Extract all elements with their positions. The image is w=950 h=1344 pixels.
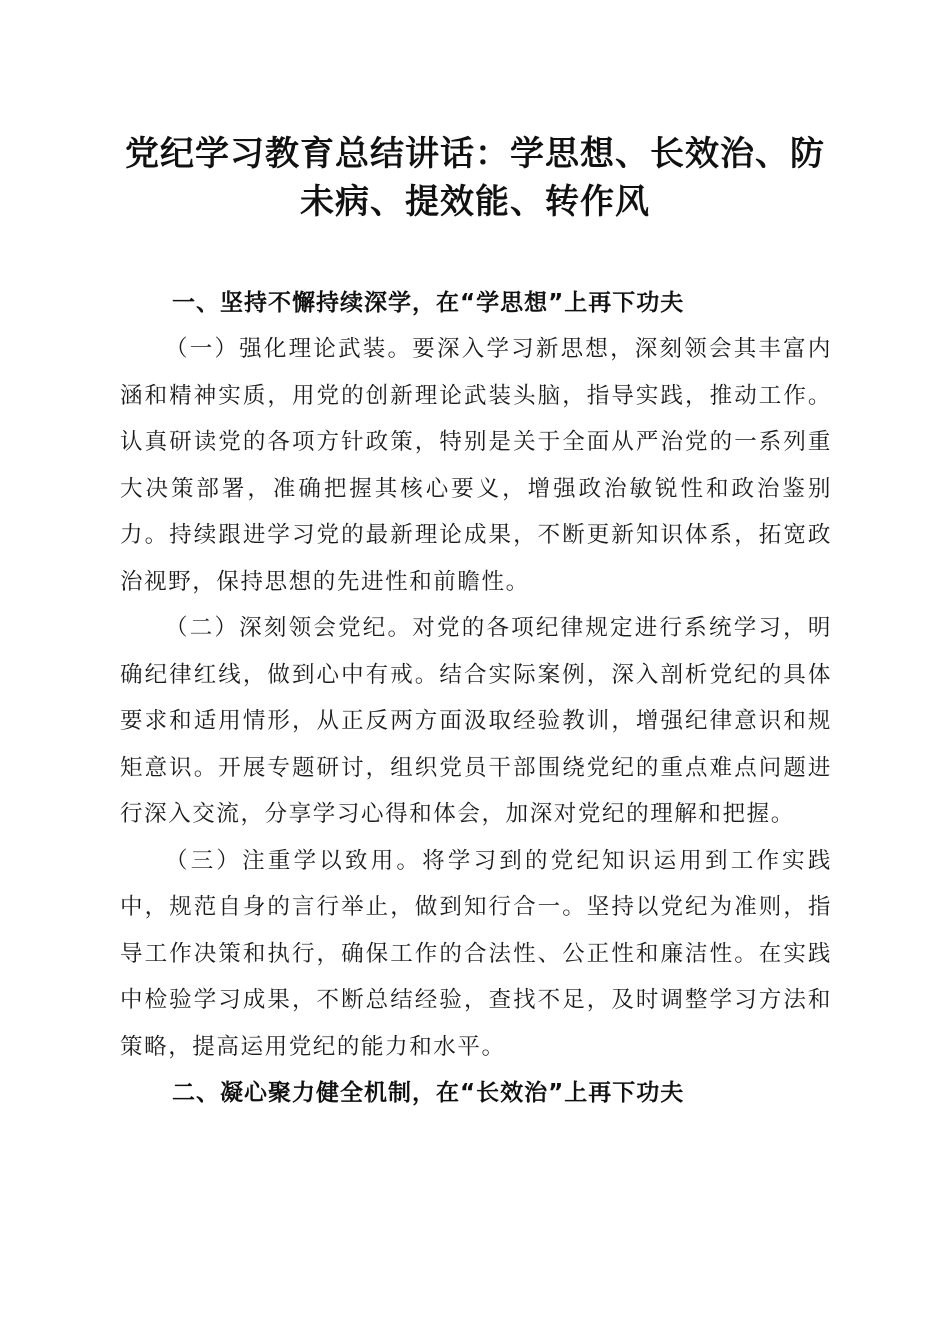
paragraph-1-1: [120, 326, 832, 605]
paragraph-lead: （一）强化理论武装。: [165, 336, 413, 362]
paragraph-text: 对党的各项纪律规定进行系统学习，明确纪律红线，做到心中有戒。结合实际案例，深入剖析党纪的具体要求和适用情形，从正反两方面汲取经验教训，增强纪律意识和规矩意识。开展专题研讨，组织党员干部围绕党纪的重点难点问题进行深入交流，分享学习心得和体会，加深对党纪的理解和把握。: [120, 615, 832, 827]
paragraph-lead: （三）注重学以致用。: [165, 847, 423, 874]
title-line-2: 未病、提效能、转作风: [300, 182, 650, 222]
document-title: [110, 130, 840, 226]
paragraph-lead: （二）深刻领会党纪。: [165, 615, 413, 641]
paragraph-text: 要深入学习新思想，深刻领会其丰富内涵和精神实质，用党的创新理论武装头脑，指导实践，推动工作。认真研读党的各项方针政策，特别是关于全面从严治党的一系列重大决策部署，准确把握其核心要义，增强政治敏锐性和政治鉴别力。持续跟进学习党的最新理论成果，不断更新知识体系，拓宽政治视野，保持思想的先进性和前瞻性。: [120, 336, 832, 595]
document-body: [120, 280, 832, 1116]
paragraph-1-3: [120, 838, 832, 1071]
section-heading-1: 一、坚持不懈持续深学，在“学思想”上再下功夫: [172, 290, 685, 316]
paragraph-1-2: [120, 605, 832, 838]
title-line-1: 党纪学习教育总结讲话：学思想、长效治、防: [125, 134, 825, 174]
paragraph-text: 将学习到的党纪知识运用到工作实践中，规范自身的言行举止，做到知行合一。坚持以党纪为准则，指导工作决策和执行，确保工作的合法性、公正性和廉洁性。在实践中检验学习成果，不断总结经验，查找不足，及时调整学习方法和策略，提高运用党纪的能力和水平。: [120, 847, 832, 1060]
section-heading-2: 二、凝心聚力健全机制，在“长效治”上再下功夫: [172, 1080, 685, 1106]
